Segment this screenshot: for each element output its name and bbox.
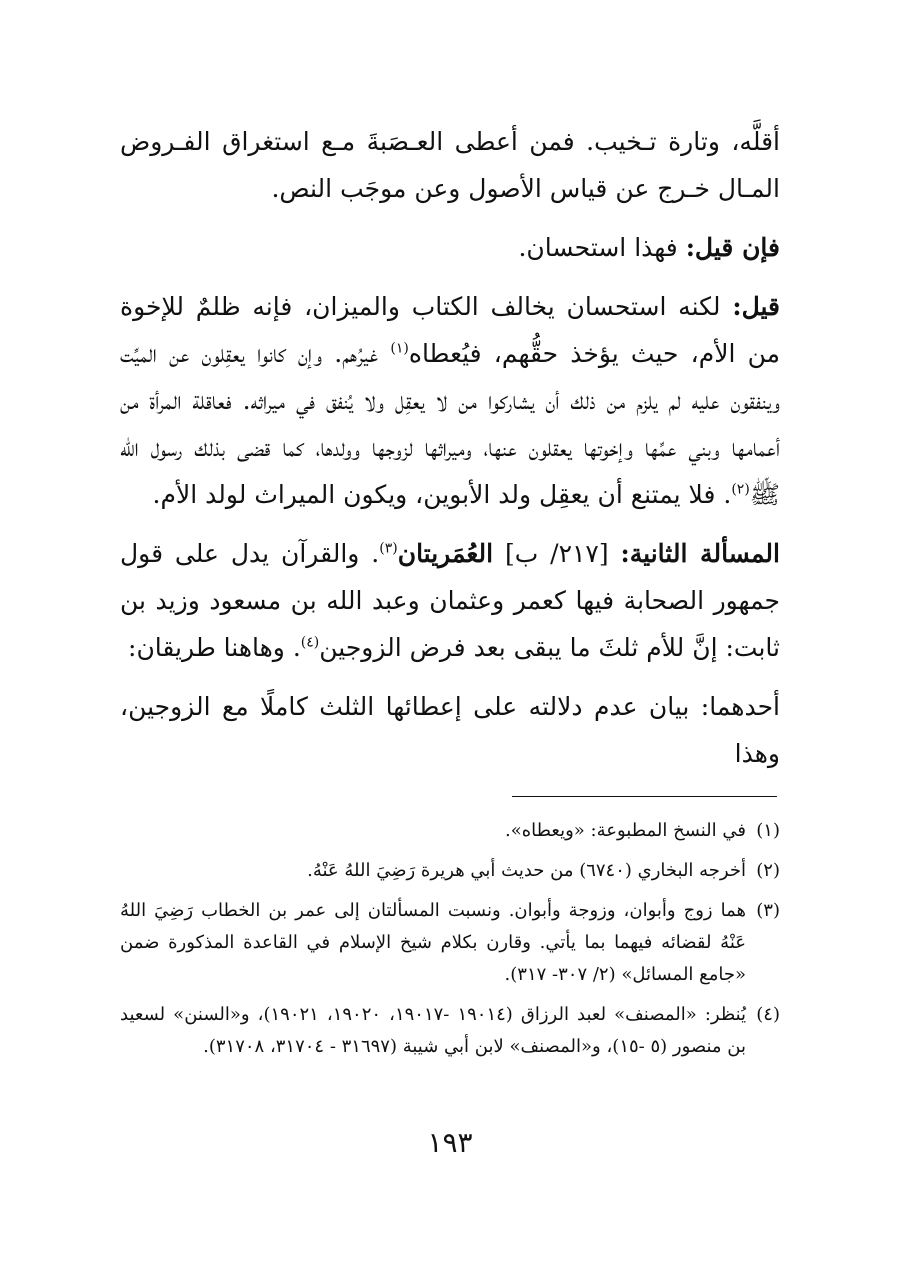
- issue-title: العُمَريتان: [397, 539, 494, 568]
- footnote-item: [120, 895, 780, 991]
- footnote-text: في النسخ المطبوعة: «ويعطاه».: [504, 820, 746, 841]
- footnote-divider: [512, 796, 777, 797]
- footnote-item: [120, 815, 780, 847]
- footnote-number: (٤): [756, 1004, 780, 1025]
- footnote-item: [120, 855, 780, 887]
- page-number: ١٩٣: [427, 1126, 473, 1159]
- footnote-item: [120, 999, 780, 1063]
- footnote-text: أخرجه البخاري (٦٧٤٠) من حديث أبي هريرة رَضِيَ اللهُ عَنْهُ.: [307, 860, 746, 881]
- objection-label: فإن قيل:: [685, 233, 780, 262]
- footnote-ref-2[interactable]: (٢): [731, 481, 750, 498]
- reply-label: قيل:: [732, 292, 780, 321]
- footnote-text: يُنظر: «المصنف» لعبد الرزاق (١٩٠١٤ -١٩٠١٧، ١٩٠٢٠، ١٩٠٢١)، و«السنن» لسعيد بن منصور (٥ -١٥)، و«المصنف» لابن أبي شيبة (٣١٦٩٧ - ٣١٧٠٤، ٣١٧٠٨).: [120, 1004, 747, 1057]
- footnotes: [120, 815, 780, 1071]
- footnote-ref-4[interactable]: (٤): [300, 634, 320, 651]
- footnote-number: (١): [756, 820, 780, 841]
- footnote-number: (٣): [756, 900, 780, 921]
- paragraph-2: فإن قيل: فهذا استحسان.: [518, 233, 780, 262]
- footnote-ref-3[interactable]: (٣): [379, 540, 398, 557]
- footnote-ref-1[interactable]: (١): [390, 340, 409, 357]
- main-text: [120, 118, 780, 789]
- paragraph-1: أقلَّه، وتارة تـخيب. فمن أعطى العـصَبةَ مـع استغراق الفـروض المـال خـرج عن قياس الأصول وعن موجَب النص.: [120, 127, 780, 203]
- folio-marker: [٢١٧/ ب]: [493, 539, 621, 568]
- footnote-number: (٢): [756, 860, 780, 881]
- issue-label: المسألة الثانية:: [620, 539, 780, 568]
- paragraph-4: المسألة الثانية: [٢١٧/ ب] العُمَريتان$^{(٣)}$. والقرآن يدل على قول جمهور الصحابة فيها كعمر وعثمان وعبد الله بن مسعود وزيد بن ثابت: إنَّ للأم ثلثَ ما يبقى بعد فرض الزوجين$^{(٤)}$. وهاهنا طريقان:: [120, 539, 780, 662]
- footnote-text: هما زوج وأبوان، وزوجة وأبوان. ونسبت المسألتان إلى عمر بن الخطاب رَضِيَ اللهُ عَنْهُ لقضائه فيهما بما يأتي. وقارن بكلام شيخ الإسلام في القاعدة المذكورة ضمن «جامع المسائل» (٢/ ٣٠٧- ٣١٧).: [120, 900, 746, 985]
- paragraph-5: أحدهما: بيان عدم دلالته على إعطائها الثلث كاملًا مع الزوجين، وهذا: [120, 692, 780, 768]
- paragraph-3: قيل: لكنه استحسان يخالف الكتاب والميزان، فإنه ظلمٌ للإخوة من الأم، حيث يؤخذ حقُّهم، فيُعطاه$^{(١)}$ غيرُهم. وإن كانوا يعقِلون عن الميِّت وينفقون عليه لم يلزم من ذلك أن يشاركوا من لا يعقِل ولا يُنفق في ميراثه. فعاقلة المرأة من أعمامها وبني عمِّها وإخوتها يعقلون عنها، وميراثها لزوجها وولدها، كما قضى بذلك رسول الله ﷺ$^{(٢)}$. فلا يمتنع أن يعقِل ولد الأبوين، ويكون الميراث لولد الأم.: [120, 292, 780, 509]
